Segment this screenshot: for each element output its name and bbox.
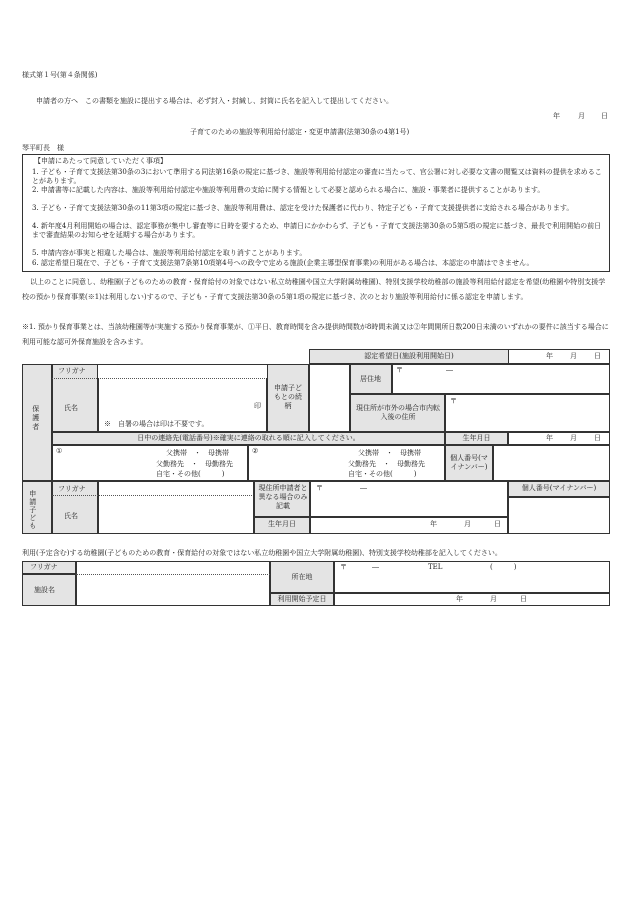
child-birth-month: 月 [464, 520, 471, 528]
phone-1-opt-1: 父携帯 ・ 母携帯 [166, 449, 229, 457]
child-birthdate-label: 生年月日 [268, 520, 296, 528]
consent-item-5 [32, 249, 606, 258]
consent-item-6 [32, 259, 606, 268]
start-year: 年 [456, 595, 463, 603]
facility-name-input[interactable] [76, 561, 270, 606]
start-month: 月 [490, 595, 497, 603]
seal-mark: 印 [254, 402, 261, 410]
desired-date-day: 日 [594, 352, 601, 360]
facility-tel-label: TEL [428, 563, 443, 571]
child-address-label: 現住所申請者と異なる場合のみ記載 [258, 484, 308, 510]
child-furigana-label: フリガナ [58, 485, 86, 493]
child-address-postal: 〒 [316, 484, 323, 492]
contact-label: 日中の連絡先(電話番号)※確実に連絡の取れる順に記入してください。 [137, 434, 360, 442]
start-day: 日 [520, 595, 527, 603]
consent-item-num: 6. [32, 259, 39, 267]
consent-item-text: 新年度4月利用開始の場合は、認定事務が集中し審査等に日時を要するため、申請日にかかわらず、子ども・子育て支援法第30条の5第5項の規定に基づき、最長で利用開始の前日まで審査結果のお知らせを延期する場合があります。 [32, 222, 602, 239]
consent-item-4 [32, 222, 606, 240]
consent-item-text: 申請内容が事実と相違した場合は、施設等利用給付認定を取り消すことがあります。 [40, 249, 307, 257]
start-date-input[interactable] [334, 593, 610, 606]
date-day: 日 [601, 112, 608, 120]
consent-item-text: 申請書等に記載した内容は、施設等利用給付認定や施設等利用費の支給に関する情報として必要と認められる場合に、施設・事業者に提供することがあります。 [40, 186, 545, 194]
child-name-label: 氏名 [64, 512, 78, 520]
facility-heading: 利用(予定含む)する幼稚園(子どものための教育・保育給付の対象ではない私立幼稚園や国立大学附属幼稚園)、特別支援学校幼稚部を記入してください。 [22, 549, 502, 557]
facility-postal: 〒 [340, 563, 347, 571]
child-mynumber-input[interactable] [508, 497, 610, 534]
relation-label: 申請子どもとの続柄 [274, 384, 302, 410]
guardian-label: 保護者 [31, 405, 40, 432]
phone-2-opt-2: 父勤務先 ・ 母勤務先 [348, 460, 425, 468]
phone-2-opt-3: 自宅・その他( ) [348, 470, 417, 478]
seal-note: ※ 自署の場合は印は不要です。 [104, 420, 209, 428]
addressee: 琴平町長 様 [22, 144, 64, 152]
applicant-note: 申請者の方へ この書類を施設に提出する場合は、必ず封入・封緘し、封筒に氏名を記入して提出してください。 [36, 97, 393, 105]
consent-item-num: 3. [32, 204, 39, 212]
facility-location-label: 所在地 [291, 573, 313, 581]
child-label-cell [22, 481, 52, 534]
guardian-name-label: 氏名 [64, 404, 78, 412]
phone-2-circle: ② [252, 447, 259, 455]
guardian-mynumber-input[interactable] [493, 445, 610, 481]
consent-item-text: 子ども・子育て支援法第30条の3において準用する同法第16条の規定に基づき、施設等利用給付認定の審査に当たって、官公署に対し必要な文書の閲覧又は資料の提供を求めることがあります。 [32, 168, 602, 185]
child-birthdate-input[interactable] [310, 517, 508, 534]
consent-heading: 【申請にあたって同意していただく事項】 [34, 157, 167, 165]
desired-date-month: 月 [570, 352, 577, 360]
moved-address-postal: 〒 [450, 397, 457, 405]
guardian-birth-year: 年 [546, 434, 553, 442]
child-birth-day: 日 [494, 520, 501, 528]
guardian-birth-day: 日 [594, 434, 601, 442]
phone-1-opt-3: 自宅・その他( ) [156, 470, 225, 478]
child-name-input[interactable] [98, 481, 254, 534]
address-dash: ― [446, 366, 453, 374]
note-1: ※1. 預かり保育事業とは、当該幼稚園等が実施する預かり保育事業が、①平日、教育時間を含み提供時間数が8時間未満又は②年間開所日数200日未満のいずれかの要件に該当する場合に利用可能な認可外保育施設を含みます。 [22, 323, 609, 346]
guardian-furigana-label: フリガナ [58, 367, 86, 375]
consent-item-num: 2. [32, 186, 39, 194]
start-date-label: 利用開始予定日 [277, 595, 327, 603]
consent-item-text: 子ども・子育て支援法第30条の11第3項の規定に基づき、施設等利用費は、認定を受けた保護者に代わり、特定子ども・子育て支援提供者に支給される場合があります。 [40, 204, 574, 212]
phone-1-circle: ① [56, 447, 63, 455]
statement: 以上のことに同意し、幼稚園(子どものための教育・保育給付の対象ではない私立幼稚園や国立大学附属幼稚園)、特別支援学校幼稚部の施設等利用給付認定を希望(幼稚園や特別支援学校の預かり保育事業(※1)は利用しない)するので、子ども・子育て支援法第30条の5第1項の規定に基づき、次のとおり施設等利用給付に係る認定を申請します。 [22, 278, 606, 301]
guardian-birth-month: 月 [570, 434, 577, 442]
facility-tel-paren: ( ) [490, 563, 517, 571]
facility-name-label: 施設名 [34, 586, 55, 594]
address-label: 居住地 [360, 375, 381, 383]
child-address-input[interactable] [310, 481, 508, 517]
child-address-dash: ― [360, 484, 367, 492]
child-label: 申請子ども [28, 490, 37, 530]
guardian-birthdate-label: 生年月日 [462, 434, 491, 442]
moved-address-label: 現住所が市外の場合市内転入後の住所 [356, 404, 440, 421]
phone-1-opt-2: 父勤務先 ・ 母勤務先 [156, 460, 233, 468]
page-title: 子育てのための施設等利用給付認定・変更申請書(法第30条の4第1号) [190, 128, 410, 136]
consent-item-num: 4. [32, 222, 39, 230]
form-number: 様式第１号(第４条関係) [22, 71, 98, 79]
desired-date-year: 年 [546, 352, 553, 360]
consent-item-2 [32, 186, 606, 195]
date-year: 年 [553, 112, 560, 120]
child-mynumber-label: 個人番号(マイナンバー) [521, 484, 597, 492]
child-birth-year: 年 [430, 520, 437, 528]
date-month: 月 [578, 112, 585, 120]
consent-item-num: 1. [32, 168, 39, 176]
consent-item-1 [32, 168, 606, 186]
consent-item-3 [32, 204, 606, 213]
facility-furigana-label: フリガナ [30, 563, 58, 571]
address-postal: 〒 [396, 366, 403, 374]
address-input[interactable] [392, 364, 610, 394]
phone-2-opt-1: 父携帯 ・ 母携帯 [358, 449, 421, 457]
consent-item-text: 認定希望日現在で、子ども・子育て支援法第7条第10項第4号への政令で定める施設(企業主導型保育事業)の利用がある場合は、本認定の申請はできません。 [40, 259, 534, 267]
consent-item-num: 5. [32, 249, 39, 257]
guardian-mynumber-label: 個人番号(マイナンバー) [450, 454, 488, 471]
facility-dash: ― [372, 563, 379, 571]
moved-address-input[interactable] [445, 394, 610, 432]
desired-date-label: 認定希望日(施設利用開始日) [364, 352, 454, 360]
relation-input[interactable] [309, 364, 350, 432]
